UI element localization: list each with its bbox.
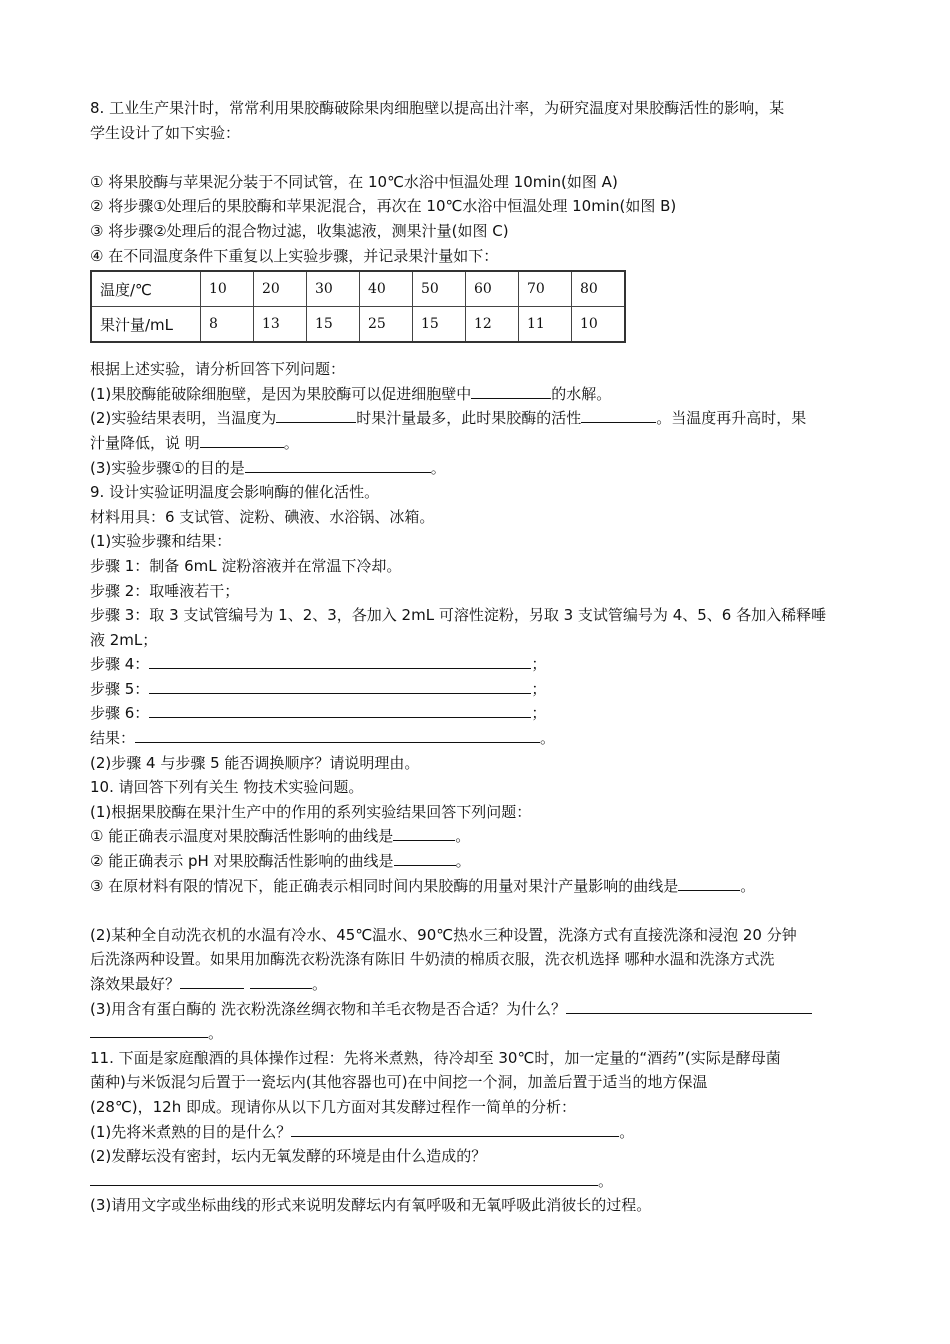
text: 。 (598, 1171, 614, 1190)
q8-line2: 学生设计了如下实验： (90, 123, 241, 142)
q10-item3 (90, 874, 860, 899)
q10-item2 (90, 849, 860, 874)
q9-part2: (2)步骤 4 与步骤 5 能否调换顺序？请说明理由。 (90, 753, 420, 772)
text: 汁量降低，说 明 (90, 433, 200, 452)
table-cell: 13 (254, 307, 307, 343)
text: 。 (540, 729, 556, 748)
table-cell: 25 (360, 307, 413, 343)
text: ； (531, 655, 547, 674)
q10-part2-question (90, 972, 860, 997)
text: 。 (455, 827, 471, 846)
answer-blank[interactable] (149, 677, 531, 694)
table-cell: 70 (519, 271, 572, 307)
answer-blank[interactable] (200, 431, 284, 448)
q8-step4: ④ 在不同温度条件下重复以上实验步骤，并记录果汁量如下： (90, 246, 499, 265)
table-cell: 11 (519, 307, 572, 343)
q8-step1: ① 将果胶酶与苹果泥分装于不同试管，在 10℃水浴中恒温处理 10min(如图 A) (90, 172, 618, 191)
q8-step3: ③ 将步骤②处理后的混合物过滤，收集滤液，测果汁量(如图 C) (90, 221, 509, 240)
q9-step3: 步骤 3：取 3 支试管编号为 1、2、3，各加入 2mL 可溶性淀粉，另取 3 支试管编号为 4、5、6 各加入稀释唾 (90, 606, 827, 625)
q8-part2 (90, 406, 860, 431)
q10-title: 10. 请回答下列有关生 物技术实验问题。 (90, 778, 364, 797)
text: 。 (312, 975, 328, 993)
text: 步骤 4： (90, 655, 150, 674)
text: 。 (430, 458, 446, 477)
text: 的水解。 (551, 384, 612, 403)
q9-step2: 步骤 2：取唾液若干； (90, 581, 240, 600)
q8-part3 (90, 456, 860, 481)
q9-step3-cont: 液 2mL； (90, 630, 158, 649)
table-cell: 15 (307, 307, 360, 343)
q11-line2: 菌种)与米饭混匀后置于一瓷坛内(其他容器也可)在中间挖一个洞，加盖后置于适当的地方保温 (90, 1073, 708, 1092)
answer-blank[interactable] (276, 406, 356, 423)
table-cell: 15 (413, 307, 466, 343)
q11-part3: (3)请用文字或坐标曲线的形式来说明发酵坛内有氧呼吸和无氧呼吸此消彼长的过程。 (90, 1196, 652, 1215)
text: ③ 在原材料有限的情况下，能正确表示相同时间内果胶酶的用量对果汁产量影响的曲线是 (90, 876, 679, 895)
q10-part3 (90, 997, 860, 1022)
q8-line1: 8. 工业生产果汁时，常常利用果胶酶破除果肉细胞壁以提高出汁率，为研究温度对果胶酶活性的影响，某 (90, 99, 785, 117)
table-header-temperature: 温度/℃ (91, 271, 201, 307)
text: ； (531, 704, 547, 723)
answer-blank[interactable] (394, 849, 456, 866)
q10-part1: (1)根据果胶酶在果汁生产中的作用的系列实验结果回答下列问题： (90, 802, 532, 821)
answer-blank[interactable] (149, 652, 531, 669)
answer-blank[interactable] (678, 874, 740, 891)
spacer (90, 898, 860, 923)
text: (2)实验结果表明，当温度为 (90, 409, 277, 428)
table-row-juice-volume (91, 307, 625, 343)
text: 。当温度再升高时，果 (656, 409, 807, 428)
text: ② 能正确表示 pH 对果胶酶活性影响的曲线是 (90, 852, 394, 871)
q9-step4 (90, 652, 860, 677)
q11-part1 (90, 1120, 860, 1145)
q9-step5 (90, 677, 860, 702)
answer-blank[interactable] (90, 1169, 598, 1186)
table-cell: 10 (201, 271, 254, 307)
answer-blank[interactable] (245, 456, 431, 473)
answer-blank[interactable] (90, 1021, 208, 1038)
q10-item1 (90, 824, 860, 849)
q9-result (90, 726, 860, 751)
juice-data-table (90, 270, 626, 343)
text: 。 (455, 852, 471, 871)
table-header-juice-volume: 果汁量/mL (91, 307, 201, 343)
text: 步骤 5： (90, 679, 150, 698)
answer-blank[interactable] (581, 406, 656, 423)
q11-part2-answer (90, 1169, 860, 1194)
table-cell: 8 (201, 307, 254, 343)
worksheet (90, 96, 860, 1218)
q9-materials: 材料用具：6 支试管、淀粉、碘液、水浴锅、冰箱。 (90, 507, 435, 526)
q10-part2: (2)某种全自动洗衣机的水温有冷水、45℃温水、90℃热水三种设置，洗涤方式有直接洗涤和浸泡 20 分钟 (90, 925, 797, 944)
text: ； (531, 679, 547, 698)
q9-part1: (1)实验步骤和结果： (90, 532, 232, 551)
q9-title: 9. 设计实验证明温度会影响酶的催化活性。 (90, 483, 380, 502)
q10-part2-cont: 后洗涤两种设置。如果用加酶洗衣粉洗涤有陈旧 牛奶渍的棉质衣服，洗衣机选择 哪种水温和洗涤方式洗 (90, 950, 775, 969)
text: 。 (619, 1122, 635, 1141)
answer-blank[interactable] (291, 1120, 619, 1137)
text: 。 (283, 433, 299, 452)
answer-blank[interactable] (393, 824, 455, 841)
answer-blank[interactable] (250, 972, 312, 989)
answer-blank[interactable] (471, 382, 551, 399)
q8-part2-cont (90, 431, 860, 456)
q8-intro: 根据上述实验，请分析回答下列问题： (90, 360, 346, 379)
text: 时果汁量最多，此时果胶酶的活性 (356, 409, 582, 428)
answer-blank[interactable] (149, 701, 531, 718)
text: 。 (208, 1024, 224, 1043)
table-cell: 80 (572, 271, 626, 307)
q8-step2: ② 将步骤①处理后的果胶酶和苹果泥混合，再次在 10℃水浴中恒温处理 10min(如图 B) (90, 197, 677, 216)
text: (1)先将米煮熟的目的是什么？ (90, 1122, 292, 1141)
q8-part1 (90, 382, 860, 407)
table-row-temperature (91, 271, 625, 307)
text: ① 能正确表示温度对果胶酶活性影响的曲线是 (90, 827, 394, 846)
answer-blank[interactable] (180, 972, 244, 989)
text: (3)用含有蛋白酶的 洗衣粉洗涤丝绸衣物和羊毛衣物是否合适？为什么？ (90, 999, 567, 1018)
q11-line3: (28℃)，12h 即成。现请你从以下几方面对其发酵过程作一简单的分析： (90, 1097, 577, 1116)
text: 步骤 6： (90, 704, 150, 723)
text: (3)实验步骤①的目的是 (90, 458, 245, 477)
table-cell: 20 (254, 271, 307, 307)
q11-part2: (2)发酵坛没有密封，坛内无氧发酵的环境是由什么造成的？ (90, 1147, 487, 1166)
text: (1)果胶酶能破除细胞壁，是因为果胶酶可以促进细胞壁中 (90, 384, 472, 403)
table-cell: 60 (466, 271, 519, 307)
text: 涤效果最好？ (90, 975, 181, 993)
q9-step6 (90, 701, 860, 726)
answer-blank[interactable] (566, 997, 812, 1014)
text: 。 (740, 876, 756, 895)
table-cell: 50 (413, 271, 466, 307)
answer-blank[interactable] (135, 726, 540, 743)
q10-part3-cont (90, 1021, 860, 1046)
q11-line1: 11. 下面是家庭酿酒的具体操作过程：先将米煮熟，待冷却至 30℃时，加一定量的“酒药”(实际是酵母菌 (90, 1048, 781, 1067)
text: 结果： (90, 729, 136, 748)
table-cell: 10 (572, 307, 626, 343)
table-cell: 30 (307, 271, 360, 307)
spacer (90, 145, 860, 170)
table-cell: 12 (466, 307, 519, 343)
q9-step1: 步骤 1：制备 6mL 淀粉溶液并在常温下冷却。 (90, 556, 402, 575)
table-cell: 40 (360, 271, 413, 307)
